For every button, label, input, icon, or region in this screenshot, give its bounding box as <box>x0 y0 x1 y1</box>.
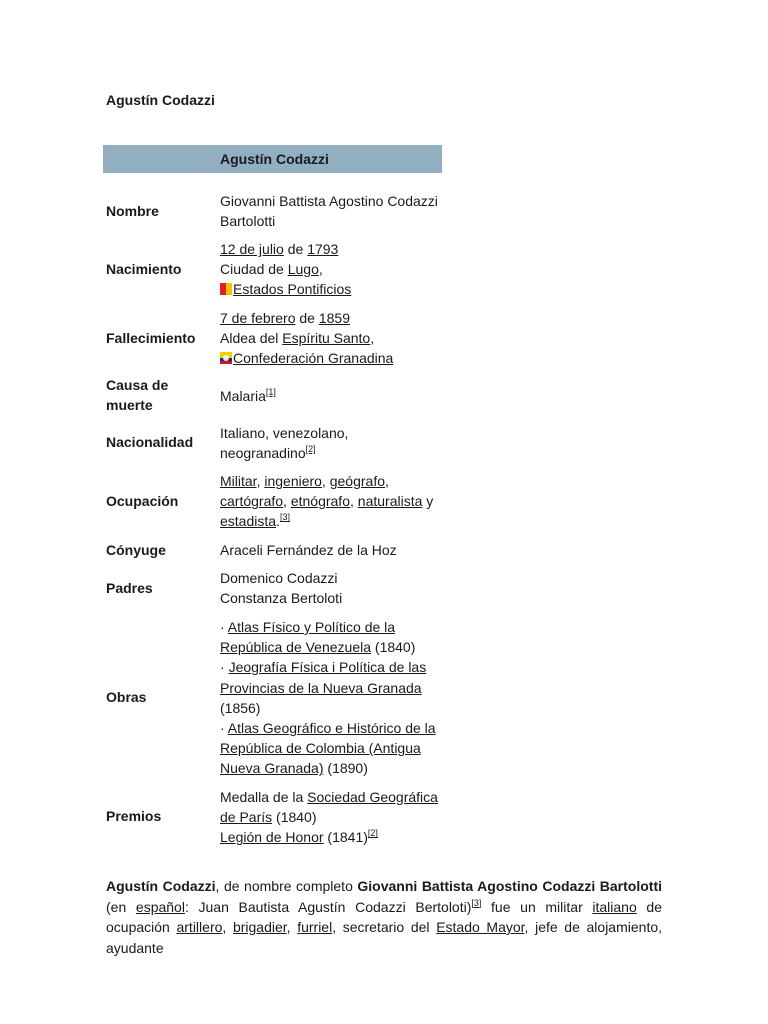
separator: , <box>321 473 330 489</box>
obra-year: (1890) <box>323 760 368 777</box>
label-nombre: Nombre <box>106 203 159 219</box>
label-nacimiento: Nacimiento <box>106 261 182 277</box>
text: , <box>222 919 233 935</box>
label-ocupacion: Ocupación <box>106 493 179 509</box>
bullet: · <box>220 659 229 676</box>
text-de: de <box>283 241 308 257</box>
separator: , <box>283 493 291 510</box>
page-title: Agustín Codazzi <box>106 92 215 108</box>
causa-label-line1: Causa de <box>106 377 169 393</box>
value-fallecimiento <box>220 308 445 369</box>
text: fue un militar <box>481 898 593 915</box>
ref-2[interactable]: [2] <box>367 828 378 839</box>
ref-3[interactable]: [3] <box>471 897 482 908</box>
link-obra-atlas-colombia[interactable]: Atlas Geográfico e Histórico de la República de Colombia (Antigua Nueva Granada) <box>220 720 436 777</box>
text-de: de <box>295 310 319 326</box>
text: , secretario del <box>332 919 437 935</box>
link-nacimiento-date[interactable]: 12 de julio <box>220 241 284 257</box>
link-estadista[interactable]: estadista <box>220 513 277 530</box>
link-cartografo[interactable]: cartógrafo <box>220 493 284 510</box>
text-place-prefix: Ciudad de <box>220 261 288 278</box>
causa-label-line2: muerte <box>106 397 153 413</box>
value-conyuge: Araceli Fernández de la Hoz <box>220 542 397 558</box>
text: : Juan Bautista Agustín Codazzi Bertoloti) <box>184 898 472 915</box>
link-espanol[interactable]: español <box>135 898 185 915</box>
value-premios <box>220 787 442 848</box>
separator: , <box>256 473 265 489</box>
padre: Domenico Codazzi <box>220 570 338 586</box>
link-obra-jeografia-nueva-granada[interactable]: Jeografía Física i Política de las Provincias de la Nueva Granada <box>220 659 427 696</box>
label-causa-muerte <box>106 375 168 415</box>
link-artillero[interactable]: artillero <box>176 919 223 935</box>
link-furriel[interactable]: furriel <box>297 919 333 935</box>
premio-prefix: Medalla de la <box>220 789 308 805</box>
label-conyuge: Cónyuge <box>106 542 166 558</box>
ref-2[interactable]: [2] <box>305 444 316 455</box>
obra-item <box>220 657 438 718</box>
label-nacionalidad: Nacionalidad <box>106 434 194 450</box>
value-nacionalidad <box>220 423 445 463</box>
value-obras <box>220 617 438 779</box>
obra-year: (1840) <box>371 639 416 656</box>
intro-paragraph <box>106 876 662 958</box>
granadine-confederation-flag-icon <box>220 352 232 364</box>
nombre-line2: Bartolotti <box>220 213 276 230</box>
madre: Constanza Bertoloti <box>220 590 343 607</box>
separator: , <box>350 493 358 510</box>
link-estados-pontificios[interactable]: Estados Pontificios <box>233 281 352 298</box>
link-espiritu-santo[interactable]: Espíritu Santo <box>282 330 371 347</box>
link-geografo[interactable]: geógrafo <box>329 473 386 489</box>
nacionalidad-line1: Italiano, venezolano, <box>220 425 349 441</box>
ref-3[interactable]: [3] <box>279 512 290 523</box>
text: , de nombre completo <box>215 878 358 894</box>
value-nombre <box>220 191 445 231</box>
link-obra-atlas-venezuela[interactable]: Atlas Físico y Político de la República de Venezuela <box>220 619 396 656</box>
label-premios: Premios <box>106 808 162 824</box>
label-obras: Obras <box>106 689 147 705</box>
link-legion-de-honor[interactable]: Legión de Honor <box>220 829 324 846</box>
label-fallecimiento: Fallecimiento <box>106 330 196 346</box>
value-nacimiento <box>220 239 445 300</box>
obra-item <box>220 718 438 779</box>
value-causa-muerte <box>220 386 445 406</box>
link-naturalista[interactable]: naturalista <box>357 493 423 510</box>
text-place-prefix: Aldea del <box>220 330 283 347</box>
link-etnografo[interactable]: etnógrafo <box>290 493 350 510</box>
nombre-line1: Giovanni Battista Agostino Codazzi <box>220 193 438 209</box>
text: , <box>286 919 298 935</box>
text: (en <box>106 898 136 915</box>
link-estado-mayor[interactable]: Estado Mayor <box>436 919 525 935</box>
text: , jefe de alojamiento, ayudante <box>106 919 663 956</box>
value-padres <box>220 568 445 608</box>
link-militar[interactable]: Militar <box>220 473 257 489</box>
link-nacimiento-year[interactable]: 1793 <box>307 241 339 257</box>
link-fallecimiento-date[interactable]: 7 de febrero <box>220 310 296 326</box>
separator: , <box>385 473 389 489</box>
link-italiano[interactable]: italiano <box>592 898 637 915</box>
obra-year: (1856) <box>220 699 261 716</box>
nacionalidad-line2: neogranadino <box>220 445 306 462</box>
premio-year: (1840) <box>272 809 317 826</box>
infobox-header <box>103 145 442 173</box>
link-sociedad-geografica[interactable]: Sociedad Geográfica de París <box>220 789 438 826</box>
link-lugo[interactable]: Lugo <box>287 261 319 278</box>
causa-value: Malaria <box>220 388 266 404</box>
subject-name: Agustín Codazzi <box>106 878 216 894</box>
link-ingeniero[interactable]: ingeniero <box>264 473 322 489</box>
bullet: · <box>220 619 228 635</box>
papal-states-flag-icon <box>220 283 232 295</box>
premio-year: (1841) <box>323 829 368 846</box>
subject-full-name: Giovanni Battista Agostino Codazzi Bartolotti <box>357 878 662 894</box>
text: de ocupación <box>106 898 662 935</box>
ref-1[interactable]: [1] <box>265 387 276 397</box>
bullet: · <box>220 720 228 737</box>
value-ocupacion <box>220 471 445 532</box>
label-padres: Padres <box>106 580 153 596</box>
conjunction: y <box>422 493 434 510</box>
infobox-title: Agustín Codazzi <box>220 151 329 167</box>
obra-item <box>220 617 438 657</box>
period: . <box>276 513 280 530</box>
link-fallecimiento-year[interactable]: 1859 <box>318 310 351 326</box>
link-brigadier[interactable]: brigadier <box>232 919 287 935</box>
text-comma: , <box>318 261 323 278</box>
link-confederacion-granadina[interactable]: Confederación Granadina <box>233 350 394 367</box>
text-comma: , <box>370 330 375 347</box>
